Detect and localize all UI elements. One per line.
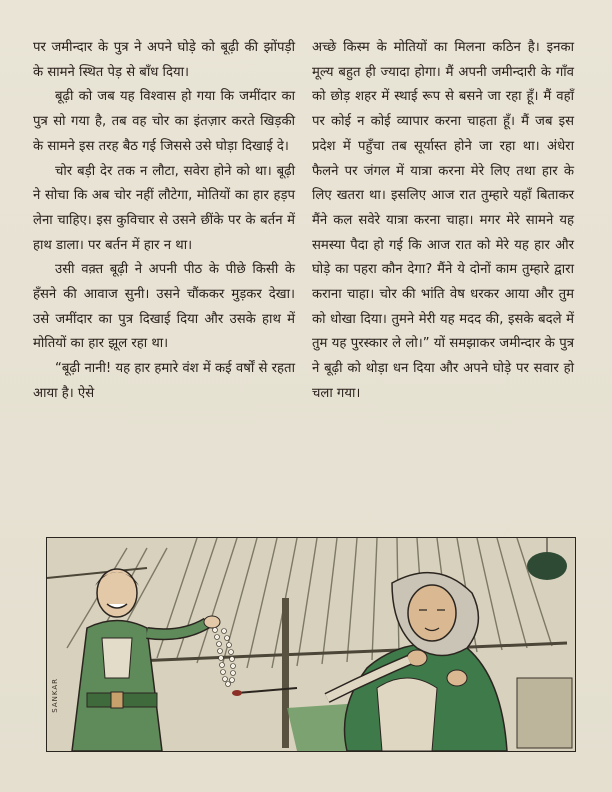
story-illustration xyxy=(46,537,576,752)
paragraph: चोर बड़ी देर तक न लौटा, सवेरा होने को था। बूढ़ी ने सोचा कि अब चोर नहीं लौटेगा, मोतियों का हार हड़प लेना चाहिए। इस कुविचार से उसने छींके पर के बर्तन में हाथ डाला। पर बर्तन में हार न था। xyxy=(33,163,295,253)
paragraph: पर जमीन्दार के पुत्र ने अपने घोड़े को बूढ़ी की झोंपड़ी के सामने स्थित पेड़ से बाँध दिया। xyxy=(33,40,295,80)
paragraph: उसी वक़्त बूढ़ी ने अपनी पीठ के पीछे किसी के हँसने की आवाज सुनी। उसने चौंककर मुड़कर देखा। उसे जमींदार का पुत्र दिखाई दिया और उसके हाथ में मोतियों का हार झूल रहा था। xyxy=(33,262,295,352)
left-text-column xyxy=(33,36,295,407)
illustration-scene xyxy=(47,538,575,751)
right-text-column xyxy=(312,36,574,407)
paragraph: “बूढ़ी नानी! यह हार हमारे वंश में कई वर्षों से रहता आया है। ऐसे xyxy=(33,361,295,401)
paragraph: बूढ़ी को जब यह विश्वास हो गया कि जमींदार का पुत्र सो गया है, तब वह चोर का इंतज़ार करते खिड़की के सामने इस तरह बैठ गई जिससे उसे घोड़ा दिखाई दे। xyxy=(33,89,295,154)
paragraph: अच्छे किस्म के मोतियों का मिलना कठिन है। इनका मूल्य बहुत ही ज्यादा होगा। मैं अपनी जमीन्दारी के गाँव को छोड़ शहर में स्थाई रूप से बसने जा रहा हूँ। मैं वहाँ पर कोई न कोई व्यापार करना चाहता हूँ। मैं जब इस प्रदेश में पहुँचा तब सूर्यास्त होने जा रहा था। अंधेरा फैलने पर जंगल में यात्रा करना मेरे लिए तथा हार के लिए खतरा था। इसलिए आज रात तुम्हारे यहाँ बिताकर मैंने कल सवेरे यात्रा करना चाहा। मगर मेरे सामने यह समस्या पैदा हो गई कि आज रात को मेरे यह हार और घोड़े का पहरा कौन देगा? मैंने ये दोनों काम तुम्हारे द्वारा कराना चाहा। चोर की भांति वेष धरकर आया और तुम को धोखा दिया। तुमने मेरी यह मदद की, इसके बदले में तुम यह पुरस्कार ले लो।” यों समझाकर जमीन्दार के पुत्र ने बूढ़ी को थोड़ा धन दिया और अपने घोड़े पर सवार हो चला गया। xyxy=(312,40,574,401)
hanging-pot xyxy=(527,552,567,580)
artist-signature: SANKAR xyxy=(51,678,59,713)
